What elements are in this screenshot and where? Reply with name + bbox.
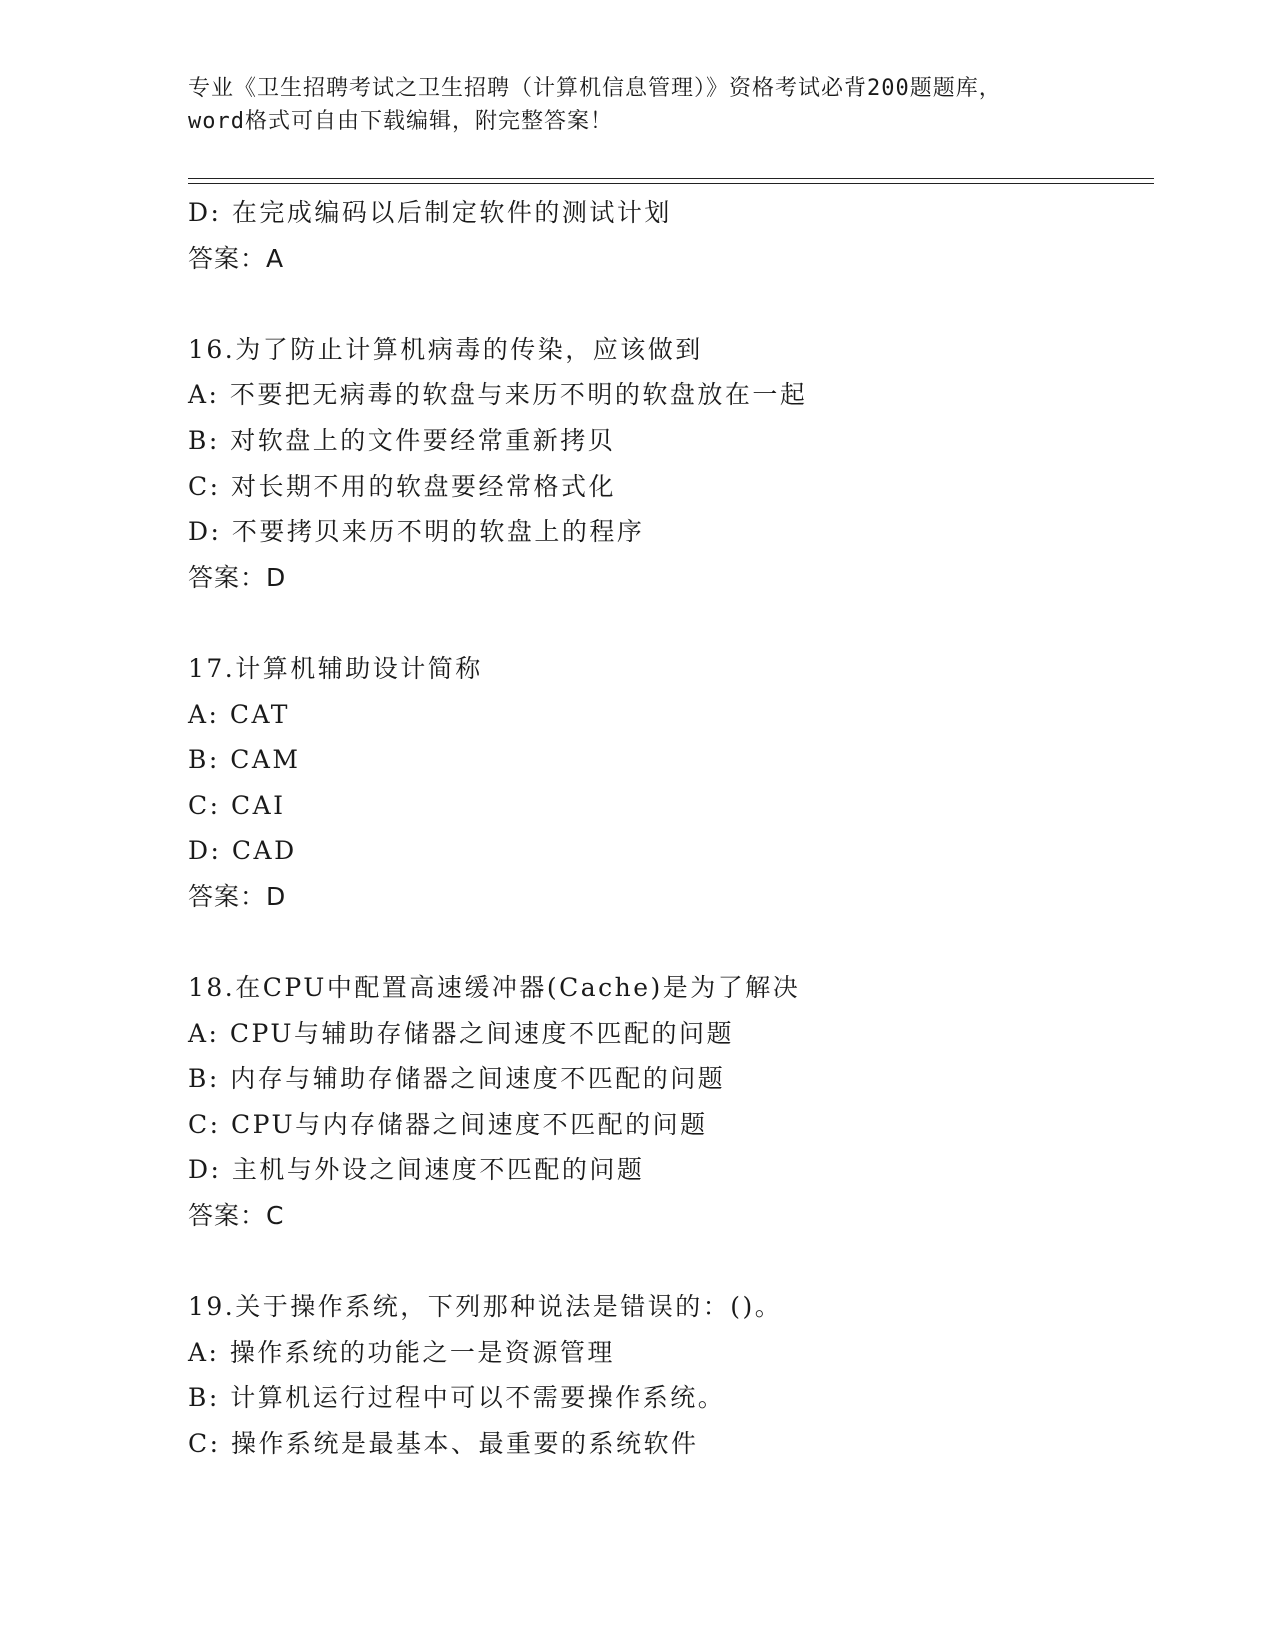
option-c: C: CAI [188,790,286,820]
option-a: A: CAT [188,699,290,729]
answer-line: 答案：A [188,243,285,273]
option-b: B: 对软盘上的文件要经常重新拷贝 [188,425,616,455]
answer-line: 答案：D [188,881,287,911]
question-stem: 17.计算机辅助设计简称 [188,653,483,683]
question-stem: 18.在CPU中配置高速缓冲器(Cache)是为了解决 [188,973,801,1003]
document-header [188,72,1088,138]
option-c: C: 对长期不用的软盘要经常格式化 [188,471,616,501]
header-rule-bottom [188,183,1154,184]
question-block-19 [188,1284,1154,1466]
spacer [188,920,1154,966]
option-c: C: CPU与内存储器之间速度不匹配的问题 [188,1109,708,1139]
option-d: D: 不要拷贝来历不明的软盘上的程序 [188,517,645,547]
spacer [188,600,1154,646]
option-c: C: 操作系统是最基本、最重要的系统软件 [188,1429,699,1459]
header-title-line-2: word格式可自由下载编辑，附完整答案！ [188,109,613,134]
question-stem: 16.为了防止计算机病毒的传染，应该做到 [188,334,703,364]
question-block-16 [188,327,1154,601]
option-d: D: 在完成编码以后制定软件的测试计划 [188,198,672,227]
question-list [188,190,1154,1467]
option-d: D: 主机与外设之间速度不匹配的问题 [188,1155,645,1185]
option-b: B: 计算机运行过程中可以不需要操作系统。 [188,1383,726,1413]
question-block-17 [188,646,1154,920]
option-b: B: 内存与辅助存储器之间速度不匹配的问题 [188,1064,726,1094]
option-b: B: CAM [188,745,301,775]
option-a: A: CPU与辅助存储器之间速度不匹配的问题 [188,1018,735,1048]
question-block-15 [188,190,1154,281]
answer-line: 答案：C [188,1201,285,1231]
option-a: A: 操作系统的功能之一是资源管理 [188,1337,615,1367]
option-a: A: 不要把无病毒的软盘与来历不明的软盘放在一起 [188,380,808,410]
spacer [188,1239,1154,1285]
spacer [188,281,1154,327]
header-title-line-1: 专业《卫生招聘考试之卫生招聘（计算机信息管理）》资格考试必背200题题库， [188,76,1002,101]
header-rule-top [188,178,1154,179]
answer-line: 答案：D [188,562,287,592]
question-stem: 19.关于操作系统，下列那种说法是错误的：()。 [188,1292,783,1322]
question-block-18 [188,965,1154,1239]
option-d: D: CAD [188,836,297,866]
